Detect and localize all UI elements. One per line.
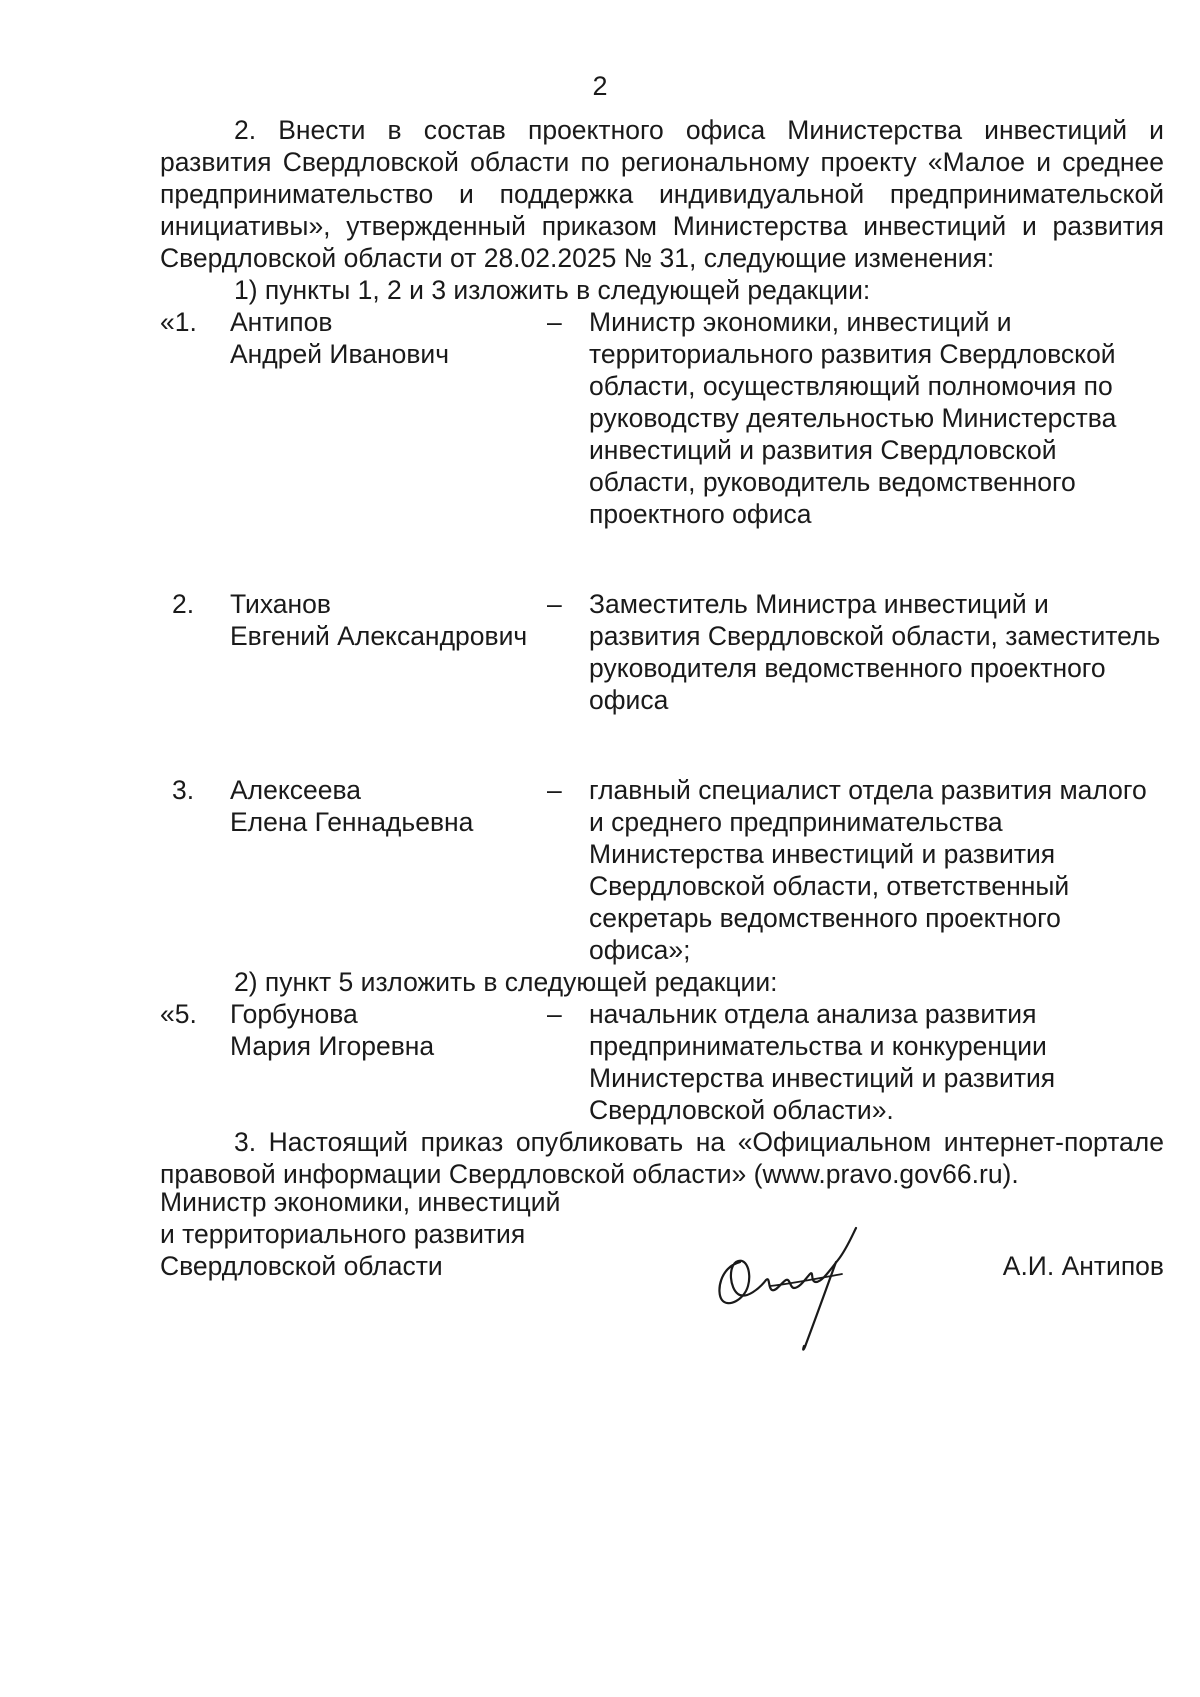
entry-name [230,306,547,370]
signatory-title-line: Министр экономики, инвестиций [160,1187,561,1217]
entry-dash: – [547,999,562,1029]
signatory-name: А.И. Антипов [1002,1251,1164,1281]
entry-position: Министр экономики, инвестиций и территориального развития Свердловской области, осуществляющий полномочия по руководству деятельностью Министерства инвестиций и развития Свердловской области, руководитель ведомственного проектного офиса [589,307,1117,529]
entry-number: «5. [160,999,197,1029]
member-entry-1 [160,306,1164,530]
entry-name [230,774,547,838]
entry-name [230,998,547,1062]
handwritten-signature [710,1222,890,1352]
entry-number: 2. [172,589,195,619]
entry-position: главный специалист отдела развития малого и среднего предпринимательства Министерства инвестиций и развития Свердловской области, ответственный секретарь ведомственного проектного офиса»; [589,775,1147,965]
entry-given-names: Андрей Иванович [230,339,450,369]
entry-position: начальник отдела анализа развития предпринимательства и конкуренции Министерства инвестиций и развития Свердловской области». [589,999,1056,1125]
signatory-title [160,1186,580,1282]
entry-position: Заместитель Министра инвестиций и развития Свердловской области, заместитель руководителя ведомственного проектного офиса [589,589,1161,715]
signatory-title-line: Свердловской области [160,1251,443,1281]
entry-name [230,588,547,652]
subparagraph-2: 2) пункт 5 изложить в следующей редакции: [234,967,778,997]
document-body [160,114,1164,1190]
entry-number: 3. [172,775,195,805]
entry-dash: – [547,307,562,337]
member-entry-3 [160,774,1164,966]
entry-number: «1. [160,307,197,337]
page-number: 2 [592,71,608,101]
entry-given-names: Елена Геннадьевна [230,807,474,837]
entry-surname: Тиханов [230,589,331,619]
signature-block [160,1186,1164,1282]
entry-surname: Алексеева [230,775,362,805]
signatory-title-line: и территориального развития [160,1219,526,1249]
member-entry-2 [160,588,1164,716]
member-entry-5 [160,998,1164,1126]
subparagraph-1: 1) пункты 1, 2 и 3 изложить в следующей редакции: [234,275,871,305]
paragraph-3: 3. Настоящий приказ опубликовать на «Официальном интернет-портале правовой информации Свердловской области» (www.pravo.gov66.ru). [160,1127,1164,1189]
entry-surname: Антипов [230,307,333,337]
entry-dash: – [547,775,562,805]
entry-dash: – [547,589,562,619]
paragraph-2: 2. Внести в состав проектного офиса Министерства инвестиций и развития Свердловской области по региональному проекту «Малое и среднее предпринимательство и поддержка индивидуальной предпринимательской инициативы», утвержденный приказом Министерства инвестиций и развития Свердловской области от 28.02.2025 № 31, следующие изменения: [160,115,1164,273]
entry-given-names: Мария Игоревна [230,1031,435,1061]
entry-surname: Горбунова [230,999,358,1029]
entry-given-names: Евгений Александрович [230,621,528,651]
